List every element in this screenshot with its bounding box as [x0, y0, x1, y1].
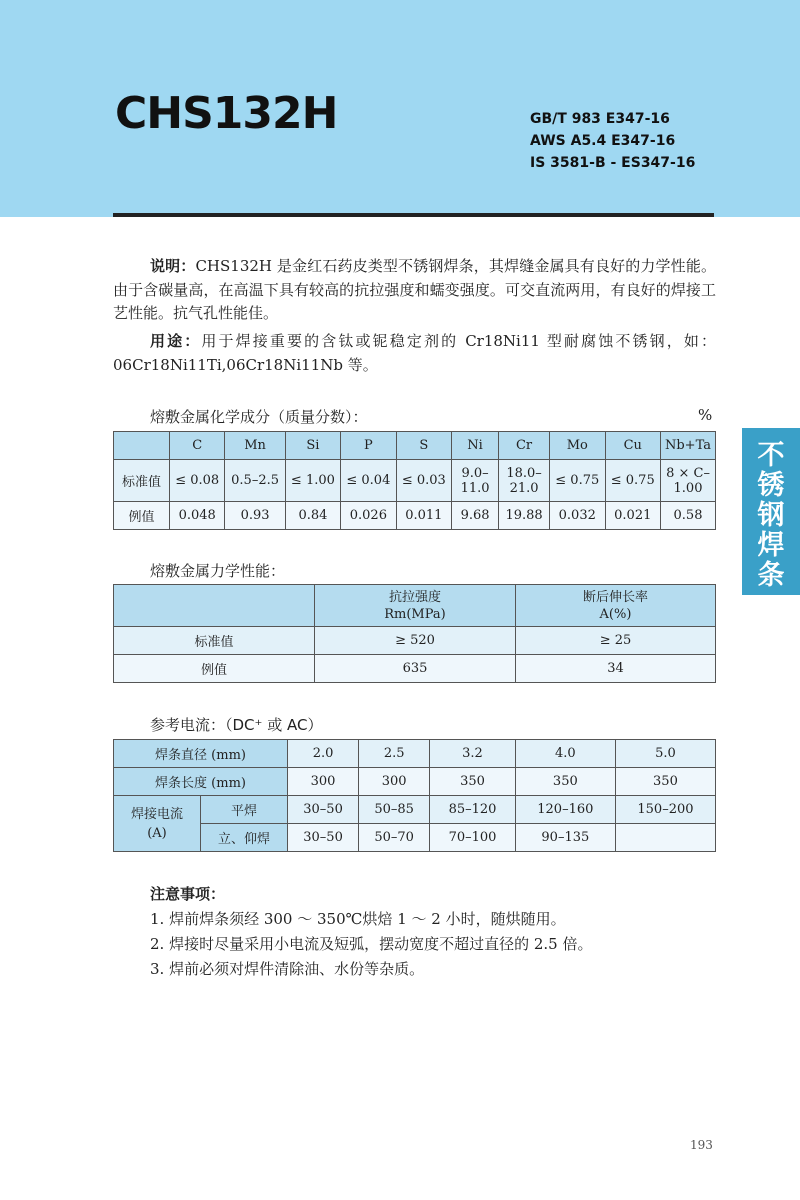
mech-row-standard	[114, 627, 716, 655]
chem-header-cell: Si	[285, 432, 340, 460]
length-label: 焊条长度 (mm)	[114, 768, 288, 796]
chem-header-cell: S	[396, 432, 451, 460]
mech-header-unit: A(%)	[599, 606, 632, 622]
chem-cell: 0.93	[225, 502, 285, 530]
mech-header-cell	[516, 585, 716, 627]
welding-current-label	[114, 796, 201, 852]
vertical-cell: 70–100	[430, 824, 516, 852]
flat-cell: 120–160	[515, 796, 615, 824]
flat-cell: 150–200	[615, 796, 715, 824]
diameter-cell: 2.5	[359, 740, 430, 768]
current-table	[113, 739, 716, 852]
header-band	[0, 0, 800, 217]
notes-title: 注意事项：	[150, 885, 226, 903]
description-paragraph	[113, 255, 716, 326]
mech-header-row	[114, 585, 716, 627]
chem-unit: %	[698, 406, 713, 424]
mech-row-example	[114, 655, 716, 683]
flat-label: 平焊	[201, 796, 288, 824]
chem-cell: 0.84	[285, 502, 340, 530]
chem-cell: 0.026	[341, 502, 396, 530]
welding-current-text: 焊接电流	[130, 806, 183, 822]
chem-cell: ≤ 0.04	[341, 460, 396, 502]
length-cell: 350	[615, 768, 715, 796]
length-cell: 350	[515, 768, 615, 796]
chem-header-cell: Mn	[225, 432, 285, 460]
chem-cell: ≤ 1.00	[285, 460, 340, 502]
length-cell: 300	[288, 768, 359, 796]
note-item: 1. 焊前焊条须经 300 ～ 350℃烘焙 1 ～ 2 小时，随烘随用。	[150, 910, 566, 928]
chem-cell: 0.58	[661, 502, 716, 530]
chem-cell: 19.88	[499, 502, 550, 530]
chem-header-cell: Mo	[550, 432, 605, 460]
chem-cell: ≤ 0.03	[396, 460, 451, 502]
mech-header-unit: Rm(MPa)	[384, 606, 446, 622]
standard-is: IS 3581-B - ES347-16	[530, 155, 696, 171]
page-number: 193	[690, 1138, 713, 1152]
chem-cell: 0.048	[170, 502, 225, 530]
chem-cell: 0.032	[550, 502, 605, 530]
length-cell: 350	[430, 768, 516, 796]
flat-cell: 50–85	[359, 796, 430, 824]
diameter-cell: 2.0	[288, 740, 359, 768]
vertical-cell: 30–50	[288, 824, 359, 852]
note-item: 3. 焊前必须对焊件清除油、水份等杂质。	[150, 960, 425, 978]
chem-header-cell: Nb+Ta	[661, 432, 716, 460]
length-cell: 300	[359, 768, 430, 796]
mech-header-cell	[114, 585, 315, 627]
chem-title: 熔敷金属化学成分（质量分数）：	[150, 408, 368, 426]
usage-label: 用途：	[150, 332, 202, 350]
vertical-label: 立、仰焊	[201, 824, 288, 852]
chem-cell: 8 × C–1.00	[661, 460, 716, 502]
chem-cell: 9.0–11.0	[452, 460, 499, 502]
side-tab-char: 不	[757, 440, 785, 471]
description-label: 说明：	[150, 257, 196, 275]
chem-cell: ≤ 0.08	[170, 460, 225, 502]
usage-paragraph	[113, 330, 716, 377]
chem-header-cell: Ni	[452, 432, 499, 460]
diameter-cell: 4.0	[515, 740, 615, 768]
mech-cell: ≥ 25	[516, 627, 716, 655]
diameter-label: 焊条直径 (mm)	[114, 740, 288, 768]
current-diameter-row	[114, 740, 716, 768]
vertical-cell: 50–70	[359, 824, 430, 852]
mech-title: 熔敷金属力学性能：	[150, 562, 286, 580]
description-text: CHS132H 是金红石药皮类型不锈钢焊条，其焊缝金属具有良好的力学性能。由于含碳量高，在高温下具有较高的抗拉强度和蠕变强度。可交直流两用，有良好的焊接工艺性能。抗气孔性能佳。	[113, 257, 716, 322]
flat-cell: 30–50	[288, 796, 359, 824]
chem-cell: 例值	[114, 502, 170, 530]
mech-header-label: 断后伸长率	[582, 589, 648, 605]
diameter-cell: 5.0	[615, 740, 715, 768]
flat-cell: 85–120	[430, 796, 516, 824]
chem-header-cell: C	[170, 432, 225, 460]
mech-table	[113, 584, 716, 683]
product-title: CHS132H	[115, 88, 338, 139]
side-tab-char: 条	[757, 560, 785, 591]
mech-cell: ≥ 520	[315, 627, 516, 655]
chem-cell: 0.011	[396, 502, 451, 530]
chem-row-standard	[114, 460, 716, 502]
chem-cell: 标准值	[114, 460, 170, 502]
side-tab-stainless-electrode	[742, 428, 800, 595]
mech-cell: 34	[516, 655, 716, 683]
chem-cell: 0.5–2.5	[225, 460, 285, 502]
usage-text: 用于焊接重要的含钛或铌稳定剂的 Cr18Ni11 型耐腐蚀不锈钢，如：06Cr18Ni11Ti,06Cr18Ni11Nb 等。	[113, 332, 716, 374]
welding-current-unit: (A)	[147, 825, 167, 841]
chem-cell: ≤ 0.75	[550, 460, 605, 502]
note-item: 2. 焊接时尽量采用小电流及短弧，摆动宽度不超过直径的 2.5 倍。	[150, 935, 593, 953]
chem-cell: 18.0–21.0	[499, 460, 550, 502]
chem-cell: 9.68	[452, 502, 499, 530]
chem-row-example	[114, 502, 716, 530]
vertical-cell: 90–135	[515, 824, 615, 852]
mech-cell: 标准值	[114, 627, 315, 655]
chem-cell: ≤ 0.75	[605, 460, 661, 502]
chem-header-cell: P	[341, 432, 396, 460]
mech-header-label: 抗拉强度	[388, 589, 441, 605]
side-tab-char: 钢	[757, 500, 785, 531]
mech-cell: 例值	[114, 655, 315, 683]
current-vertical-row	[114, 824, 716, 852]
chem-cell: 0.021	[605, 502, 661, 530]
mech-header-cell	[315, 585, 516, 627]
current-flat-row	[114, 796, 716, 824]
chem-header-cell: Cu	[605, 432, 661, 460]
notes-section	[150, 882, 592, 982]
chem-header-cell	[114, 432, 170, 460]
vertical-cell	[615, 824, 715, 852]
diameter-cell: 3.2	[430, 740, 516, 768]
chem-header-row	[114, 432, 716, 460]
mech-cell: 635	[315, 655, 516, 683]
standard-aws: AWS A5.4 E347-16	[530, 133, 676, 149]
side-tab-char: 锈	[757, 470, 785, 501]
standards-list	[530, 108, 695, 174]
chem-table	[113, 431, 716, 530]
header-rule	[113, 213, 714, 217]
current-length-row	[114, 768, 716, 796]
standard-gb: GB/T 983 E347-16	[530, 111, 670, 127]
current-title: 参考电流：（DC⁺ 或 AC）	[150, 716, 323, 734]
chem-header-cell: Cr	[499, 432, 550, 460]
side-tab-char: 焊	[757, 530, 785, 561]
